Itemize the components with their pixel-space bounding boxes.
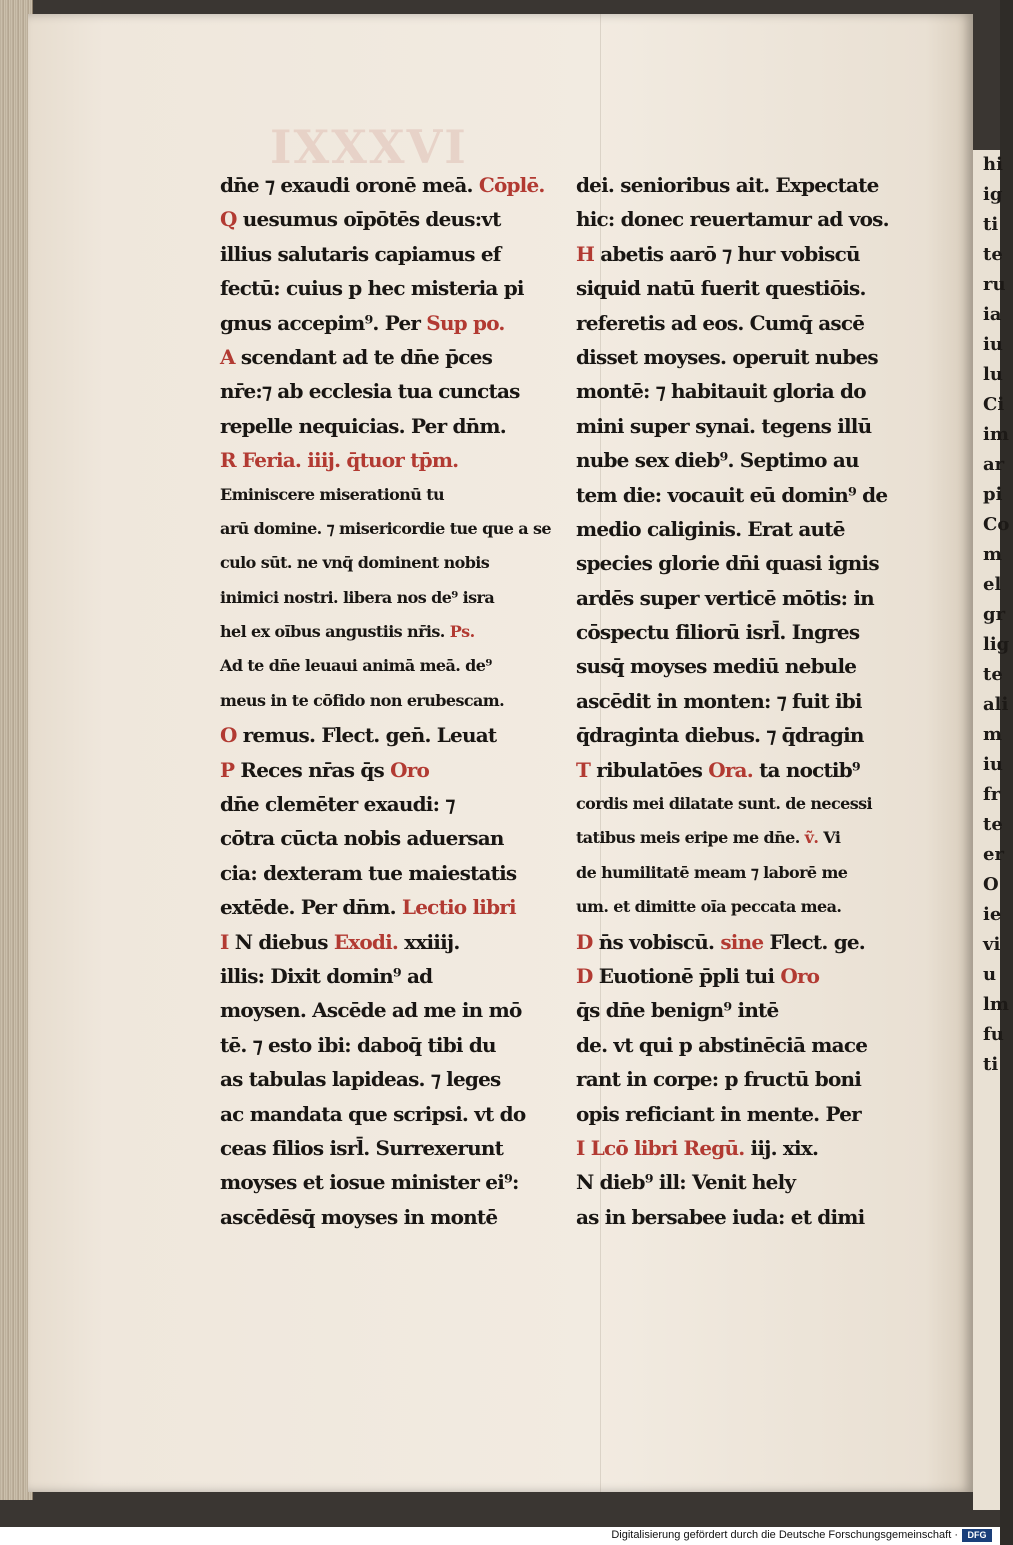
rubric-text: Ps. bbox=[449, 622, 475, 642]
rubric-text: I bbox=[220, 929, 235, 954]
facing-page-text-fragment: te bbox=[983, 244, 1003, 265]
right-column-line bbox=[576, 856, 906, 890]
rubric-text: O bbox=[220, 723, 243, 748]
facing-page-text-fragment: ti bbox=[983, 214, 999, 235]
text-segment: hel ex oı̄bus angustiis nr̄is. bbox=[220, 622, 450, 642]
facing-page-text-fragment: pi bbox=[983, 484, 1003, 505]
left-column-line bbox=[220, 1097, 545, 1131]
right-column-line bbox=[576, 512, 906, 546]
footer-bar bbox=[0, 1527, 1000, 1545]
right-column-line bbox=[576, 649, 906, 683]
right-column-line bbox=[576, 890, 906, 924]
text-segment: cōtra cūcta nobis aduersan bbox=[220, 826, 504, 851]
left-column-line bbox=[220, 512, 551, 546]
rubric-text: H bbox=[576, 241, 601, 266]
left-column-line bbox=[220, 718, 545, 752]
text-segment: cia: dexteram tue maiestatis bbox=[220, 860, 517, 885]
text-segment: disset moyses. operuit nubes bbox=[576, 344, 878, 369]
facing-page-text-fragment: el bbox=[983, 574, 1002, 595]
text-segment: cordis mei dilatate sunt. de necessi bbox=[576, 794, 873, 814]
left-column-line bbox=[220, 753, 545, 787]
text-segment: culo sūt. ne vnq̄ dominent nobis bbox=[220, 553, 490, 573]
facing-page-text-fragment: te bbox=[983, 814, 1003, 835]
text-segment: q̄draginta diebus. ⁊ q̄dragin bbox=[576, 723, 864, 748]
text-segment: nube sex dieb⁹. Septimo au bbox=[576, 448, 859, 473]
facing-page-text-fragment: m bbox=[983, 544, 1003, 565]
left-column-line bbox=[220, 993, 545, 1027]
left-column-line bbox=[220, 271, 545, 305]
text-segment: fectū: cuius p hec misteria pi bbox=[220, 276, 524, 301]
text-segment: as in bersabee iuda: et dimi bbox=[576, 1204, 865, 1229]
rubric-text: Lcō libri Regū. bbox=[590, 1135, 751, 1160]
text-segment: ta noctib⁹ bbox=[759, 757, 860, 782]
left-column-line bbox=[220, 237, 545, 271]
right-column-line bbox=[576, 718, 906, 752]
right-column-line bbox=[576, 271, 906, 305]
text-segment: repelle nequicias. Per dn̄m. bbox=[220, 413, 506, 438]
right-column-line bbox=[576, 787, 906, 821]
text-segment: arū domine. ⁊ misericordie tue que a se bbox=[220, 518, 551, 538]
text-segment: illis: Dixit domin⁹ ad bbox=[220, 963, 433, 988]
left-column-line bbox=[220, 1165, 545, 1199]
left-column-line bbox=[220, 1028, 545, 1062]
left-column-line bbox=[220, 684, 545, 718]
facing-page-text-fragment: Co bbox=[983, 514, 1010, 535]
left-column-line bbox=[220, 821, 545, 855]
facing-page-text-fragment: lu bbox=[983, 364, 1003, 385]
text-segment: gnus accepim⁹. Per bbox=[220, 310, 427, 335]
right-text-column bbox=[576, 168, 906, 1234]
right-column-line bbox=[576, 237, 906, 271]
text-segment: xxiiij. bbox=[404, 929, 460, 954]
text-segment: dei. senioribus ait. Expectate bbox=[576, 173, 879, 197]
text-segment: n̄s vobiscū. bbox=[598, 929, 721, 954]
right-column-line bbox=[576, 821, 906, 855]
facing-page-text-fragment: lm bbox=[983, 994, 1009, 1015]
facing-page-text-fragment: iu bbox=[983, 334, 1003, 355]
right-column-line bbox=[576, 1097, 906, 1131]
facing-page-text-fragment: ig bbox=[983, 184, 1003, 205]
left-column-line bbox=[220, 168, 545, 202]
text-segment: de. vt qui p abstinēciā mace bbox=[576, 1032, 868, 1057]
left-column-line bbox=[220, 546, 545, 580]
rubric-text: Oro bbox=[780, 963, 820, 988]
facing-page-text-fragment: hi bbox=[983, 154, 1003, 175]
right-column-line bbox=[576, 443, 906, 477]
left-column-line bbox=[220, 890, 545, 924]
funding-credit: Digitalisierung gefördert durch die Deutsche Forschungsgemeinschaft · bbox=[611, 1529, 958, 1541]
text-segment: iij. xix. bbox=[750, 1135, 819, 1160]
text-segment: rant in corpe: p fructū boni bbox=[576, 1067, 862, 1092]
facing-page-text-fragment: vi bbox=[983, 934, 1001, 955]
facing-page-text-fragment: m bbox=[983, 724, 1003, 745]
rubric-text: ṽ. bbox=[804, 828, 824, 848]
right-column-line bbox=[576, 1131, 906, 1165]
right-column-line bbox=[576, 168, 906, 202]
left-column-line bbox=[220, 443, 545, 477]
right-column-line bbox=[576, 409, 906, 443]
left-column-line bbox=[220, 374, 545, 408]
facing-page-text-fragment: ar bbox=[983, 454, 1005, 475]
text-segment: moysen. Ascēde ad me in mō bbox=[220, 998, 522, 1023]
facing-page-text-fragment: Ci bbox=[983, 394, 1005, 415]
facing-page-text-fragment: ia bbox=[983, 304, 1002, 325]
right-column-line bbox=[576, 1028, 906, 1062]
facing-page-text-fragment: iu bbox=[983, 754, 1003, 775]
facing-page-text-fragment: ie bbox=[983, 904, 1002, 925]
right-column-line bbox=[576, 1062, 906, 1096]
text-segment: as tabulas lapideas. ⁊ leges bbox=[220, 1067, 501, 1092]
text-segment: medio caliginis. Erat autē bbox=[576, 516, 845, 541]
rubric-text: Sup po. bbox=[426, 310, 505, 335]
text-segment: remus. Flect. gen̄. Leuat bbox=[242, 723, 497, 748]
facing-page-fragment bbox=[973, 150, 1010, 1510]
text-segment: siquid natū fuerit questiōis. bbox=[576, 276, 866, 301]
text-segment: uesumus oı̄pōtēs deus:vt bbox=[242, 207, 501, 232]
left-column-line bbox=[220, 409, 545, 443]
left-column-line bbox=[220, 306, 545, 340]
facing-page-text-fragment: gr bbox=[983, 604, 1006, 625]
left-column-line bbox=[220, 478, 545, 512]
text-segment: Eminiscere miserationū tu bbox=[220, 484, 445, 504]
text-segment: nr̄e:⁊ ab ecclesia tua cunctas bbox=[220, 379, 520, 404]
left-column-line bbox=[220, 856, 545, 890]
right-column-line bbox=[576, 340, 906, 374]
facing-page-text-fragment: O bbox=[983, 874, 999, 895]
rubric-text: Oro bbox=[390, 757, 430, 782]
text-segment: cōspectu filiorū isrl̄. Ingres bbox=[576, 620, 860, 645]
rubric-text: D bbox=[576, 963, 599, 988]
text-segment: moyses et iosue minister ei⁹: bbox=[220, 1170, 519, 1195]
rubric-text: sine bbox=[720, 929, 770, 954]
text-segment: ac mandata que scripsi. vt do bbox=[220, 1101, 526, 1126]
rubric-text: A bbox=[220, 344, 241, 369]
left-column-line bbox=[220, 925, 545, 959]
rubric-text: Exodi. bbox=[333, 929, 405, 954]
facing-page-text-fragment: im bbox=[983, 424, 1009, 445]
facing-page-text-fragment: ti bbox=[983, 1054, 999, 1075]
right-column-line bbox=[576, 306, 906, 340]
right-column-line bbox=[576, 959, 906, 993]
show-through-folio-numeral: IXXXVI bbox=[270, 120, 468, 174]
left-column-line bbox=[220, 1062, 545, 1096]
text-segment: abetis aarō ⁊ hur vobiscū bbox=[600, 241, 860, 266]
rubric-text: Q bbox=[220, 207, 243, 232]
text-segment: opis reficiant in mente. Per bbox=[576, 1101, 861, 1126]
rubric-text: Cōplē. bbox=[478, 173, 545, 197]
text-segment: extēde. Per dn̄m. bbox=[220, 895, 402, 920]
left-column-line bbox=[220, 581, 545, 615]
left-column-line bbox=[220, 959, 545, 993]
right-column-line bbox=[576, 1200, 906, 1234]
left-column-line bbox=[220, 787, 545, 821]
right-column-line bbox=[576, 546, 906, 580]
text-segment: tē. ⁊ esto ibi: daboq̄ tibi du bbox=[220, 1032, 496, 1057]
text-segment: inimici nostri. libera nos de⁹ isra bbox=[220, 587, 495, 607]
dfg-logo: DFG bbox=[962, 1529, 992, 1542]
facing-page-text-fragment: te bbox=[983, 664, 1003, 685]
rubric-text: Ora. bbox=[708, 757, 760, 782]
text-segment: Vi bbox=[823, 828, 841, 848]
text-segment: Flect. ge. bbox=[769, 929, 865, 954]
facing-page-text-fragment: lig bbox=[983, 634, 1010, 655]
text-segment: hic: donec reuertamur ad vos. bbox=[576, 207, 889, 232]
rubric-text: R bbox=[220, 448, 242, 473]
facing-page-text-fragment: fu bbox=[983, 1024, 1004, 1045]
text-segment: Ad te dn̄e leuaui animā meā. de⁹ bbox=[220, 656, 492, 676]
text-segment: ceas filios isrl̄. Surrexerunt bbox=[220, 1135, 504, 1160]
text-segment: meus in te cōfido non erubescam. bbox=[220, 690, 505, 710]
text-segment: um. et dimitte oı̄a peccata mea. bbox=[576, 897, 842, 917]
text-segment: ribulatōes bbox=[596, 757, 709, 782]
text-segment: de humilitatē meam ⁊ laborē me bbox=[576, 862, 848, 882]
rubric-text: I bbox=[576, 1135, 591, 1160]
right-column-line bbox=[576, 615, 906, 649]
text-segment: ascēdēsq̄ moyses in montē bbox=[220, 1204, 498, 1229]
left-column-line bbox=[220, 1131, 545, 1165]
text-segment: Reces nr̄as q̄s bbox=[240, 757, 391, 782]
text-segment: dn̄e ⁊ exaudi oronē meā. bbox=[220, 173, 479, 197]
left-text-column bbox=[220, 168, 551, 1234]
text-segment: species glorie dn̄i quasi ignis bbox=[576, 551, 879, 576]
left-column-line bbox=[220, 1200, 545, 1234]
right-column-line bbox=[576, 202, 906, 236]
facing-page-text-fragment: u bbox=[983, 964, 997, 985]
right-column-line bbox=[576, 581, 906, 615]
text-segment: referetis ad eos. Cumq̄ ascē bbox=[576, 310, 865, 335]
rubric-text: D bbox=[576, 929, 599, 954]
text-segment: q̄s dn̄e benign⁹ intē bbox=[576, 998, 779, 1023]
facing-page-text-fragment: fr bbox=[983, 784, 1001, 805]
text-segment: ascēdit in monten: ⁊ fuit ibi bbox=[576, 688, 862, 713]
facing-page-text-fragment: ali bbox=[983, 694, 1009, 715]
text-segment: tatibus meis eripe me dn̄e. bbox=[576, 828, 805, 848]
text-segment: montē: ⁊ habitauit gloria do bbox=[576, 379, 866, 404]
right-column-line bbox=[576, 374, 906, 408]
text-segment: dn̄e clemēter exaudi: ⁊ bbox=[220, 792, 455, 817]
right-column-line bbox=[576, 1165, 906, 1199]
text-segment: illius salutaris capiamus ef bbox=[220, 241, 501, 266]
text-segment: N diebus bbox=[234, 929, 334, 954]
facing-page-text-fragment: er bbox=[983, 844, 1004, 865]
right-column-line bbox=[576, 993, 906, 1027]
left-column-line bbox=[220, 615, 545, 649]
text-segment: scendant ad te dn̄e p̄ces bbox=[240, 344, 493, 369]
facing-page-text-fragment: ru bbox=[983, 274, 1006, 295]
right-column-line bbox=[576, 925, 906, 959]
rubric-text: P bbox=[220, 757, 241, 782]
right-column-line bbox=[576, 684, 906, 718]
text-segment: N dieb⁹ ill: Venit hely bbox=[576, 1170, 796, 1195]
rubric-text: Lectio libri bbox=[402, 895, 516, 920]
text-segment: susq̄ moyses mediū nebule bbox=[576, 654, 857, 679]
text-segment: mini super synai. tegens illū bbox=[576, 413, 872, 438]
rubric-text: Feria. iiij. q̄tuor tp̄m. bbox=[241, 448, 459, 473]
rubric-text: T bbox=[576, 757, 597, 782]
text-segment: Euotionē p̄pli tui bbox=[598, 963, 781, 988]
right-column-line bbox=[576, 478, 906, 512]
text-segment: ardēs super verticē mōtis: in bbox=[576, 585, 874, 610]
right-column-line bbox=[576, 753, 906, 787]
left-column-line bbox=[220, 649, 545, 683]
left-column-line bbox=[220, 202, 545, 236]
text-segment: tem die: vocauit eū domin⁹ de bbox=[576, 482, 888, 507]
left-column-line bbox=[220, 340, 545, 374]
